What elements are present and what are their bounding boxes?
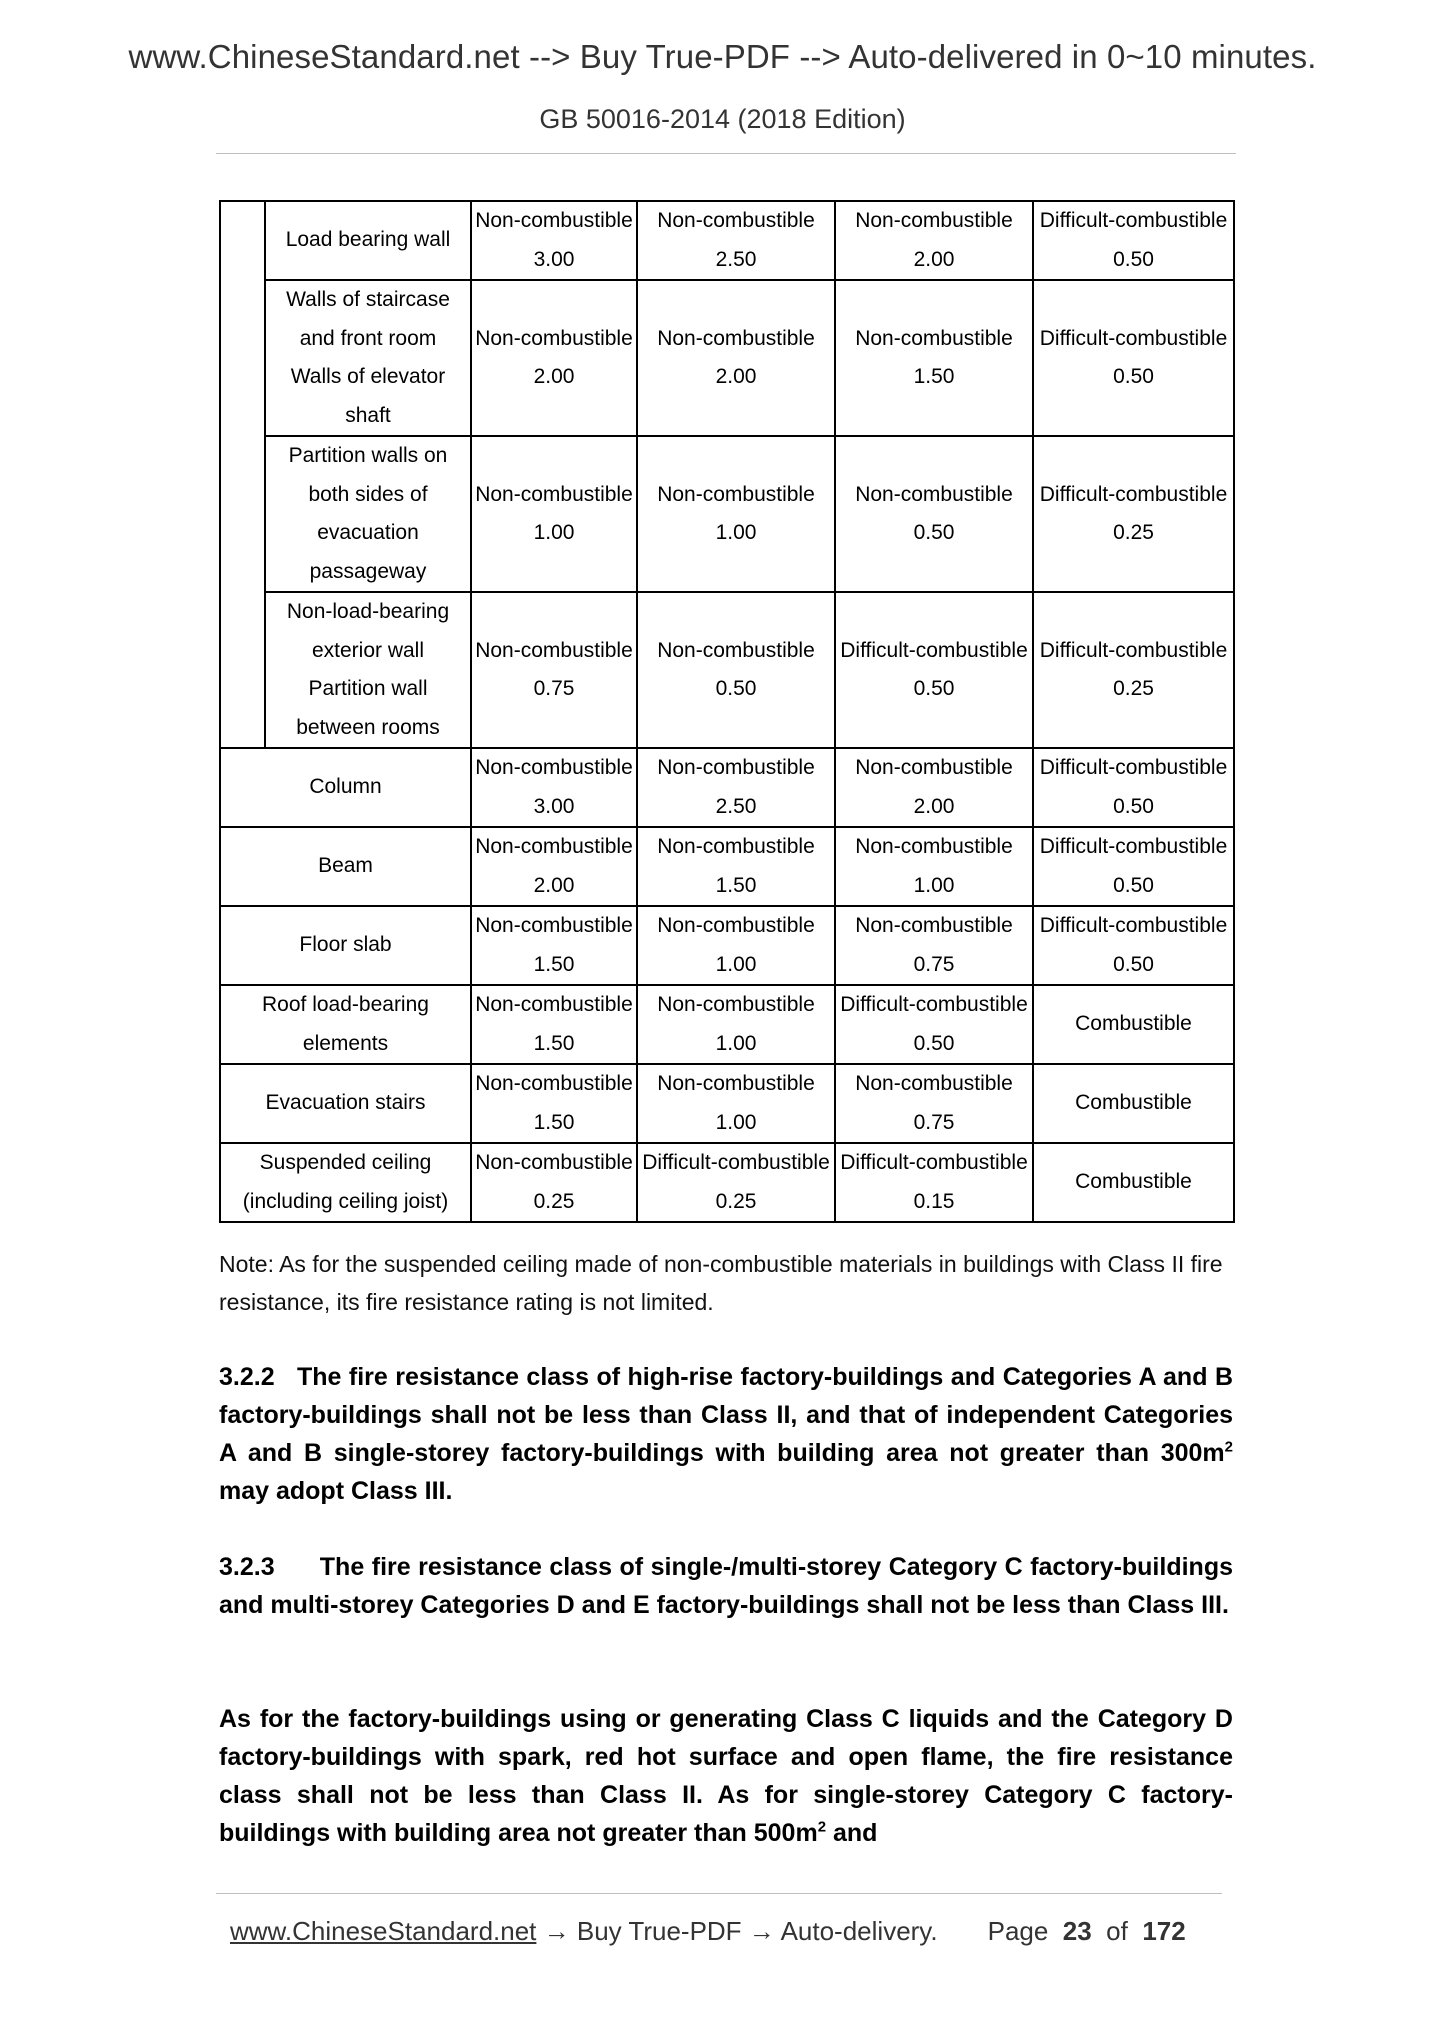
superscript: 2	[1224, 1438, 1233, 1456]
header-divider	[216, 153, 1236, 154]
document-id: GB 50016-2014 (2018 Edition)	[539, 104, 906, 134]
fire-rating-hours: 0.25	[715, 1189, 757, 1213]
fire-rating-hours: 1.00	[715, 1031, 757, 1055]
rating-cell	[471, 1064, 637, 1143]
component-name-line: Floor slab	[299, 933, 392, 957]
rating-cell	[1033, 1064, 1234, 1143]
fire-rating-hours: 2.00	[913, 794, 955, 818]
component-name-line: Column	[309, 775, 382, 799]
combustibility-text: Non-combustible	[855, 756, 1013, 779]
combustibility-text: Non-combustible	[657, 993, 815, 1016]
component-name-line: (including ceiling joist)	[242, 1189, 449, 1213]
combustibility-text: Difficult-combustible	[1039, 638, 1228, 662]
fire-rating-hours: 1.00	[715, 952, 757, 976]
component-name-line: Beam	[318, 854, 373, 878]
rating-cell	[637, 436, 835, 592]
combustibility-text: Non-combustible	[475, 835, 633, 858]
combustibility-text: Difficult-combustible	[1039, 835, 1228, 858]
rating-cell	[1033, 280, 1234, 436]
fire-rating-hours: 0.75	[913, 1110, 955, 1134]
fire-rating-hours: 1.00	[715, 521, 757, 544]
page-label: Page	[987, 1916, 1049, 1946]
combustibility-text: Non-combustible	[657, 209, 815, 232]
fire-rating-hours: 0.25	[533, 1189, 575, 1213]
table-row	[220, 592, 1234, 748]
component-name-line: Evacuation stairs	[265, 1091, 426, 1115]
combustibility-text: Non-combustible	[855, 209, 1013, 232]
rating-cell	[637, 280, 835, 436]
footer-divider	[216, 1893, 1222, 1894]
clause-3-2-3	[219, 1548, 1233, 1624]
component-name-line: and front room	[299, 326, 437, 350]
rating-cell	[835, 748, 1033, 827]
fire-rating-hours: 1.50	[913, 365, 955, 388]
clause-text: The fire resistance class of single-/multi-storey Category C factory-buildings and multi-storey Categories D and E factory-buildings shall not be less than Class III.	[219, 1553, 1233, 1619]
fire-rating-hours: 0.15	[913, 1189, 955, 1213]
component-name-line: Roof load-bearing	[262, 993, 429, 1016]
combustibility-text: Non-combustible	[475, 993, 633, 1016]
combustibility-text: Difficult-combustible	[840, 993, 1028, 1016]
fire-rating-hours: 2.00	[533, 365, 575, 388]
fire-rating-hours: 3.00	[533, 247, 575, 271]
component-name-line: shaft	[345, 403, 391, 427]
rating-cell	[637, 827, 835, 906]
combustibility-text: Non-combustible	[475, 482, 633, 506]
component-name-line: both sides of	[308, 482, 428, 506]
component-name-line: Partition wall	[308, 677, 428, 700]
combustibility-text: Combustible	[1075, 1170, 1192, 1194]
rating-cell	[1033, 201, 1234, 280]
fire-rating-hours: 0.50	[1113, 247, 1154, 271]
fire-rating-hours: 0.25	[1113, 677, 1154, 700]
rating-cell	[471, 436, 637, 592]
fire-rating-hours: 0.75	[533, 677, 575, 700]
paragraph-class-c	[219, 1700, 1233, 1852]
page-number: 23	[1062, 1916, 1092, 1946]
component-name-line: between rooms	[296, 715, 440, 739]
fire-rating-hours: 1.50	[533, 952, 575, 976]
table-row	[220, 1143, 1234, 1222]
fire-rating-hours: 0.50	[1113, 873, 1154, 897]
combustibility-text: Difficult-combustible	[840, 638, 1028, 662]
clause-number: 3.2.2	[219, 1363, 275, 1391]
combustibility-text: Non-combustible	[657, 638, 815, 662]
rating-cell	[835, 592, 1033, 748]
of-label: of	[1106, 1916, 1128, 1946]
combustibility-text: Non-combustible	[475, 914, 633, 937]
fire-rating-hours: 1.50	[715, 873, 757, 897]
clause-text: The fire resistance class of high-rise factory-buildings and Categories A and B factory-buildings shall not be less than Class II, and that of independent Categories A and B single-storey factory-buildings with building area not greater than 300m	[219, 1363, 1233, 1467]
combustibility-text: Difficult-combustible	[1039, 756, 1228, 779]
fire-rating-hours: 1.50	[533, 1110, 575, 1134]
component-name-line: passageway	[309, 559, 427, 583]
rating-cell	[471, 985, 637, 1064]
component-name-line: Non-load-bearing	[286, 600, 450, 623]
combustibility-text: Non-combustible	[475, 638, 633, 662]
rating-cell	[1033, 592, 1234, 748]
component-name-line: Load bearing wall	[285, 228, 451, 252]
rating-cell	[1033, 748, 1234, 827]
combustibility-text: Non-combustible	[855, 326, 1013, 350]
combustibility-text: Difficult-combustible	[1039, 209, 1228, 232]
component-name-cell	[265, 436, 471, 592]
component-name-line: Partition walls on	[288, 444, 448, 467]
table-row	[220, 1064, 1234, 1143]
component-name-cell	[220, 1143, 471, 1222]
rating-cell	[1033, 1143, 1234, 1222]
combustibility-text: Non-combustible	[475, 209, 633, 232]
fire-rating-hours: 2.00	[913, 247, 955, 271]
wall-group-cell	[220, 201, 265, 748]
rating-cell	[835, 906, 1033, 985]
rating-cell	[1033, 906, 1234, 985]
combustibility-text: Non-combustible	[855, 914, 1013, 937]
combustibility-text: Non-combustible	[475, 326, 633, 350]
paragraph-text-end: and	[826, 1819, 878, 1847]
clause-3-2-2	[219, 1358, 1233, 1510]
fire-rating-hours: 1.50	[533, 1031, 575, 1055]
table-row	[220, 906, 1234, 985]
fire-rating-hours: 2.50	[715, 794, 757, 818]
component-name-cell	[220, 827, 471, 906]
rating-cell	[835, 1143, 1033, 1222]
total-pages: 172	[1142, 1916, 1186, 1946]
rating-cell	[471, 906, 637, 985]
component-name-line: evacuation	[317, 521, 419, 544]
fire-rating-hours: 2.00	[715, 365, 757, 388]
rating-cell	[835, 1064, 1033, 1143]
component-name-cell	[220, 985, 471, 1064]
fire-rating-hours: 0.25	[1113, 521, 1154, 544]
clause-text-end: may adopt Class III.	[219, 1477, 453, 1505]
table-row	[220, 748, 1234, 827]
table-row	[220, 280, 1234, 436]
rating-cell	[835, 827, 1033, 906]
table-note: Note: As for the suspended ceiling made of non-combustible materials in buildings with Class II fire resistance, its fire resistance rating is not limited.	[219, 1251, 1223, 1315]
combustibility-text: Non-combustible	[657, 482, 815, 506]
combustibility-text: Combustible	[1075, 1012, 1192, 1036]
rating-cell	[1033, 436, 1234, 592]
rating-cell	[637, 1143, 835, 1222]
rating-cell	[835, 985, 1033, 1064]
rating-cell	[637, 592, 835, 748]
combustibility-text: Combustible	[1075, 1091, 1192, 1115]
table-row	[220, 985, 1234, 1064]
component-name-cell	[265, 280, 471, 436]
component-name-line: Suspended ceiling	[259, 1151, 432, 1174]
component-name-cell	[265, 592, 471, 748]
superscript: 2	[817, 1818, 827, 1836]
rating-cell	[637, 201, 835, 280]
component-name-line: Walls of staircase	[286, 288, 450, 311]
rating-cell	[1033, 985, 1234, 1064]
component-name-cell	[220, 1064, 471, 1143]
component-name-line: Walls of elevator	[290, 365, 446, 388]
rating-cell	[471, 1143, 637, 1222]
top-banner: www.ChineseStandard.net --> Buy True-PDF --> Auto-delivered in 0~10 minutes.	[128, 38, 1317, 75]
combustibility-text: Difficult-combustible	[840, 1151, 1028, 1174]
rating-cell	[471, 280, 637, 436]
component-name-line: elements	[302, 1031, 389, 1055]
component-name-cell	[220, 906, 471, 985]
fire-rating-hours: 0.50	[1113, 794, 1154, 818]
combustibility-text: Difficult-combustible	[1039, 914, 1228, 937]
rating-cell	[835, 201, 1033, 280]
rating-cell	[471, 748, 637, 827]
fire-rating-hours: 1.00	[715, 1110, 757, 1134]
fire-rating-hours: 1.00	[913, 873, 955, 897]
fire-rating-hours: 0.50	[913, 677, 955, 700]
footer-buy-text: → Buy True-PDF → Auto-delivery.	[536, 1916, 938, 1946]
fire-rating-hours: 0.50	[913, 1031, 955, 1055]
rating-cell	[637, 985, 835, 1064]
combustibility-text: Non-combustible	[855, 482, 1013, 506]
combustibility-text: Non-combustible	[475, 756, 633, 779]
combustibility-text: Non-combustible	[657, 1072, 815, 1095]
component-name-line: exterior wall	[311, 638, 425, 662]
fire-rating-hours: 0.50	[913, 521, 955, 544]
combustibility-text: Difficult-combustible	[1039, 326, 1228, 350]
table-row	[220, 201, 1234, 280]
fire-resistance-table	[219, 200, 1235, 1223]
rating-cell	[471, 201, 637, 280]
rating-cell	[835, 436, 1033, 592]
fire-rating-hours: 1.00	[533, 521, 575, 544]
fire-rating-hours: 0.50	[1113, 365, 1154, 388]
rating-cell	[471, 592, 637, 748]
combustibility-text: Non-combustible	[475, 1151, 633, 1174]
rating-cell	[637, 748, 835, 827]
combustibility-text: Non-combustible	[855, 1072, 1013, 1095]
combustibility-text: Non-combustible	[657, 914, 815, 937]
paragraph-text: As for the factory-buildings using or generating Class C liquids and the Category D factory-buildings with spark, red hot surface and open flame, the fire resistance class shall not be less than Class II. As for single-storey Category C factory-buildings with building area not greater than 500m	[219, 1705, 1233, 1847]
footer	[230, 1916, 1186, 1947]
fire-rating-hours: 2.50	[715, 247, 757, 271]
combustibility-text: Non-combustible	[855, 835, 1013, 858]
table-row	[220, 436, 1234, 592]
rating-cell	[637, 1064, 835, 1143]
rating-cell	[471, 827, 637, 906]
fire-rating-hours: 0.50	[715, 677, 757, 700]
rating-cell	[637, 906, 835, 985]
component-name-cell	[265, 201, 471, 280]
rating-cell	[1033, 827, 1234, 906]
combustibility-text: Non-combustible	[657, 326, 815, 350]
rating-cell	[835, 280, 1033, 436]
fire-rating-hours: 3.00	[533, 794, 575, 818]
combustibility-text: Difficult-combustible	[642, 1151, 830, 1174]
fire-rating-hours: 2.00	[533, 873, 575, 897]
table-row	[220, 827, 1234, 906]
clause-number: 3.2.3	[219, 1553, 275, 1581]
fire-rating-hours: 0.50	[1113, 952, 1154, 976]
combustibility-text: Difficult-combustible	[1039, 482, 1228, 506]
footer-site-link[interactable]: www.ChineseStandard.net	[230, 1916, 537, 1946]
fire-rating-hours: 0.75	[913, 952, 955, 976]
component-name-cell	[220, 748, 471, 827]
combustibility-text: Non-combustible	[657, 756, 815, 779]
combustibility-text: Non-combustible	[657, 835, 815, 858]
combustibility-text: Non-combustible	[475, 1072, 633, 1095]
